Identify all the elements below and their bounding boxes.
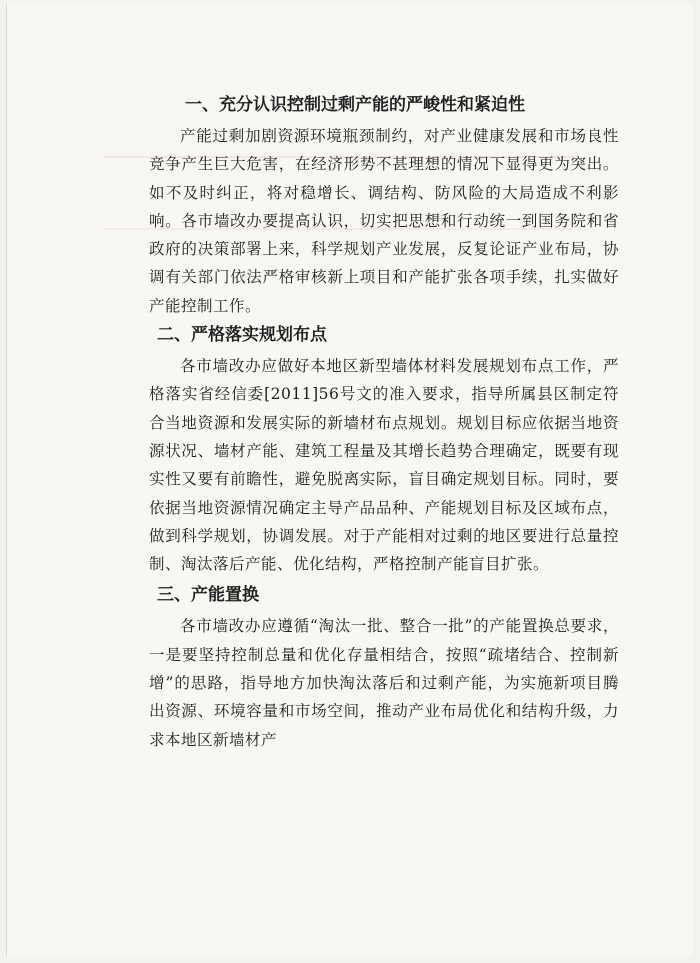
document-page	[6, 4, 693, 956]
section-paragraph-3: 各市墙改办应遵循“淘汰一批、整合一批”的产能置换总要求，一是要坚持控制总量和优化存量相结合，按照“疏堵结合、控制新增”的思路，指导地方加快淘汰落后和过剩产能，为实施新项目腾出资源、环境容量和市场空间，推动产业布局优化和结构升级，力求本地区新墙材产	[149, 617, 619, 749]
section-heading-3: 三、产能置换	[157, 585, 259, 606]
section-paragraph-2: 各市墙改办应做好本地区新型墙体材料发展规划布点工作，严格落实省经信委[2011]56号文的准入要求，指导所属县区制定符合当地资源和发展实际的新墙材布点规划。规划目标应依据当地资源状况、墙材产能、建筑工程量及其增长趋势合理确定，既要有现实性又要有前瞻性，避免脱离实际，盲目确定规划目标。同时，要依据当地资源情况确定主导产品品种、产能规划目标及区域布点，做到科学规划，协调发展。对于产能相对过剩的地区要进行总量控制、淘汰落后产能、优化结构，严格控制产能盲目扩张。	[149, 357, 619, 574]
section-paragraph-1: 产能过剩加剧资源环境瓶颈制约，对产业健康发展和市场良性竞争产生巨大危害，在经济形势不甚理想的情况下显得更为突出。如不及时纠正，将对稳增长、调结构、防风险的大局造成不利影响。各市墙改办要提高认识，切实把思想和行动统一到国务院和省政府的决策部署上来，科学规划产业发展，反复论证产业布局，协调有关部门依法严格审核新上项目和产能扩张各项手续，扎实做好产能控制工作。	[149, 127, 619, 315]
section-heading-1: 一、充分认识控制过剩产能的严峻性和紧迫性	[185, 95, 525, 115]
section-heading-2: 二、严格落实规划布点	[157, 325, 327, 346]
document-body	[149, 92, 619, 756]
